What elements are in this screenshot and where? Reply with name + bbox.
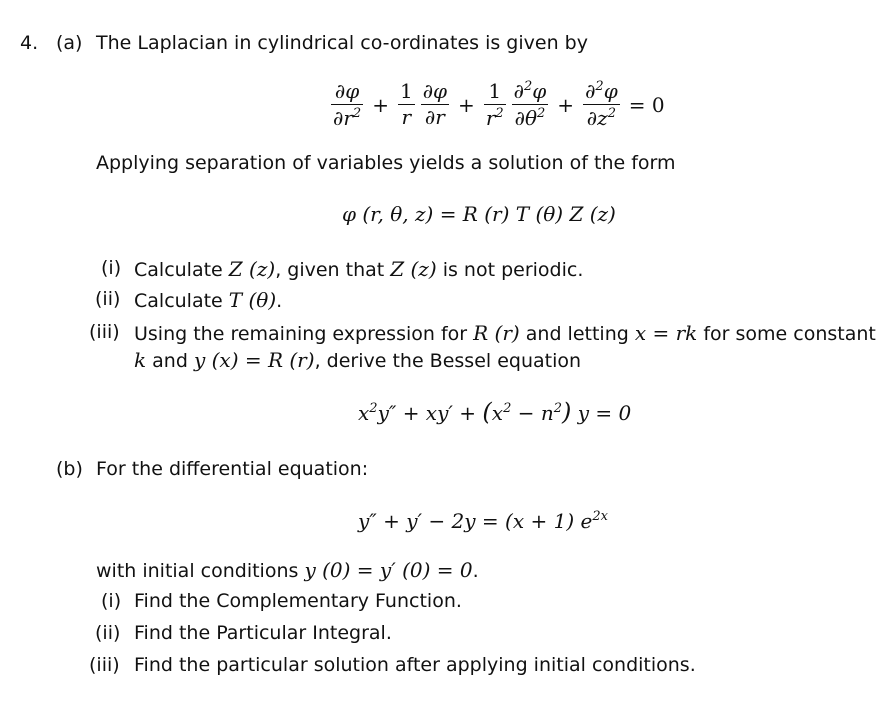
- part-a-item-3-line-1: Using the remaining expression for R (r) and letting x = rk for some constant: [134, 321, 876, 345]
- term-4-numerator-variable: φ: [603, 79, 618, 103]
- part-a-item-2: Calculate T (θ).: [134, 288, 283, 312]
- term-3-denominator-exponent: 2: [537, 106, 546, 121]
- term-2-coefficient-denominator: r: [401, 105, 412, 129]
- part-a-intro: The Laplacian in cylindrical co-ordinates is given by: [96, 32, 588, 54]
- term-3-coefficient-numerator: 1: [488, 78, 502, 103]
- separation-text: Applying separation of variables yields a solution of the form: [96, 152, 676, 174]
- plus-sign: +: [372, 92, 389, 117]
- part-b-label: (b): [56, 458, 83, 480]
- term-3-coefficient-exponent: 2: [495, 105, 504, 121]
- part-a-item-3-line-2: k and y (x) = R (r), derive the Bessel equation: [134, 348, 582, 372]
- part-b-item-2: Find the Particular Integral.: [134, 622, 392, 644]
- ode-equation: y″ + y′ − 2y = (x + 1) $e^{2x}$: [358, 509, 608, 533]
- term-4-numerator-partial: ∂: [585, 79, 596, 103]
- part-b-item-2-label: (ii): [95, 622, 121, 644]
- term-2-denominator: ∂r: [424, 105, 445, 129]
- term-3-numerator-variable: φ: [532, 79, 547, 103]
- term-1: [331, 78, 363, 130]
- term-3-numerator-partial: ∂: [513, 79, 524, 103]
- plus-sign: +: [557, 92, 575, 117]
- initial-conditions: with initial conditions y (0) = y′ (0) = 0.: [96, 558, 479, 582]
- term-3-numerator-exponent: 2: [524, 79, 533, 94]
- laplacian-equation: [328, 80, 665, 129]
- term-4: [583, 80, 620, 129]
- term-4-denominator-exponent: 2: [607, 106, 616, 121]
- part-b-item-1-label: (i): [101, 590, 122, 612]
- separation-equation: φ (r, θ, z) = R (r) T (θ) Z (z): [342, 202, 616, 226]
- plus-sign: +: [458, 92, 475, 117]
- term-1-denominator: ∂r: [333, 105, 353, 130]
- question-number: 4.: [20, 32, 39, 54]
- part-a-item-3-label: (iii): [89, 321, 120, 343]
- laplacian-rhs: = 0: [628, 92, 665, 117]
- part-a-item-1-label: (i): [101, 257, 122, 279]
- part-b-item-3-label: (iii): [89, 654, 120, 676]
- term-4-numerator-exponent: 2: [595, 79, 604, 94]
- term-2-coefficient: [398, 81, 415, 128]
- term-3-denominator: ∂θ: [514, 106, 538, 130]
- term-1-numerator: ∂φ: [334, 78, 360, 103]
- term-3-coefficient: [484, 78, 506, 130]
- part-a-item-1: Calculate Z (z), given that Z (z) is not periodic.: [134, 257, 584, 281]
- term-3-coefficient-denominator: r: [485, 105, 496, 130]
- part-b-item-1: Find the Complementary Function.: [134, 590, 462, 612]
- part-b-intro: For the differential equation:: [96, 458, 369, 480]
- part-b-item-3: Find the particular solution after applying initial conditions.: [134, 654, 696, 676]
- term-2: [421, 81, 449, 128]
- term-1-denominator-exponent: 2: [352, 105, 362, 121]
- term-3: [512, 80, 549, 129]
- part-a-label: (a): [56, 32, 83, 54]
- bessel-equation: $x^2y'' + xy' + (x^2 - n^2) y = 0$: [358, 398, 632, 426]
- term-2-coefficient-numerator: 1: [399, 79, 413, 103]
- part-a-item-2-label: (ii): [95, 288, 121, 310]
- term-4-denominator: ∂z: [586, 106, 608, 130]
- term-2-numerator: ∂φ: [422, 79, 448, 103]
